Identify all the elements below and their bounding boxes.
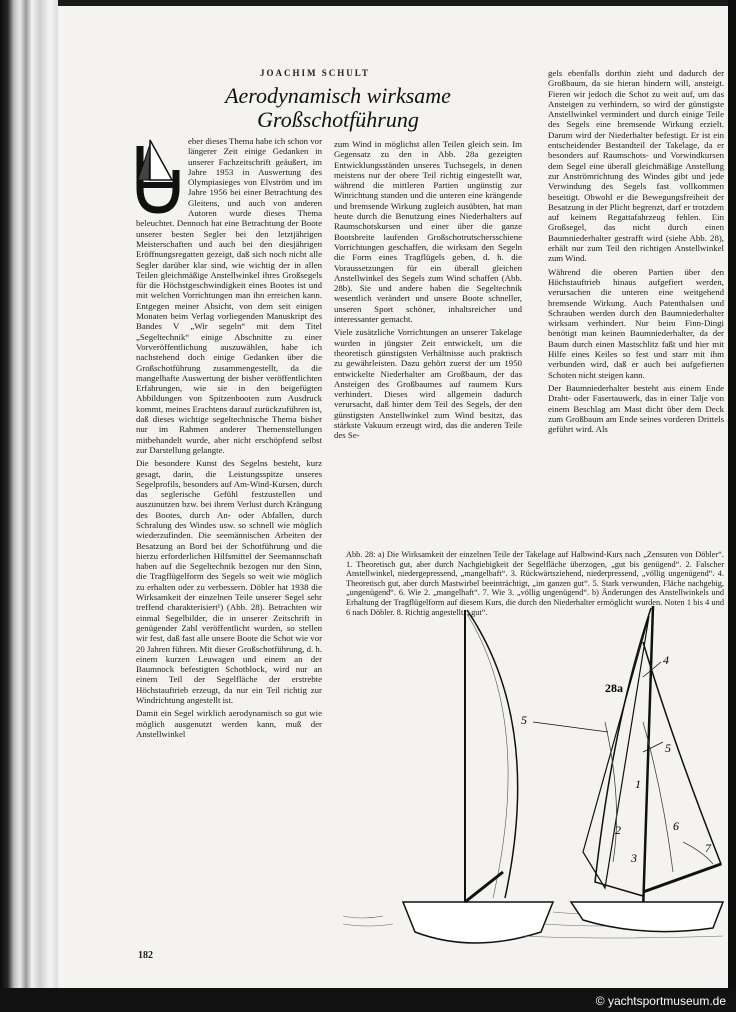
title-line-1: Aerodynamisch wirksame bbox=[225, 83, 451, 108]
paragraph-intro: eber dieses Thema habe ich schon vor längerer Zeit einige Gedanken in unserer Fachzeitschrift geäußert, im Jahre 1953 in Auswertung des Olympiasieges von Elvström und im Jahre 1956 bei einer Betrachtung des Gleitens, und auch von anderen Autoren wurde dieses Thema beleuchtet. Dennoch hat eine Betrachtung der Boote unserer besten Segler bei den letztjährigen Meisterschaften und auch bei den diesjährigen Eröffnungsregatten gezeigt, daß sich noch nicht alle Segler darüber klar sind, wie wichtig der in allen Teilen gleichmäßige Anstellwinkel ihres Großsegels für die Höchstgeschwindigkeit eines Bootes ist und mit welchen Vorrichtungen man ihn erreichen kann. Entgegen meiner Absicht, von dem seit einigen Monaten beim Verlag vorliegenden Manuskript des Bandes V „Wir segeln“ mit dem Titel „Segeltechnik“ einige Abschnitte zu einer Vorveröffentlichung auszuwählen, habe ich nachstehend doch einige Gedanken über die Großschotführung zusammengestellt, da die mangelhafte Auswertung der bisher veröffentlichten Erfahrungen, wie sie in den beigefügten Abbildungen von Spitzenbooten zum Ausdruck kommt, meines Erachtens darauf zurückzuführen ist, daß dieses wichtige segeltechnische Thema bisher nur im Rahmen anderer Themenstellungen mitbehandelt wurde, aber nicht erschöpfend selbst zur Darstellung gelangte. bbox=[136, 136, 322, 455]
paragraph-obere-partien: Während die oberen Partien über den Höchstauftrieb hinaus aufgefiert werden, verursachen die unteren eine weitgehend bremsende Wirkung. Auch Patenthalsen und Schrauben werden durch den Baumniederhalter wirksam verhindert. Nur beim Finn-Dingi benötigt man keinen Baumniederhalter, da der Baum durch einen Mastschlitz faßt und hier mit Hilfe eines Keiles so fest und starr mit ihm verbunden wird, daß er auch bei aufgefierten Schoten nicht steigen kann. bbox=[548, 266, 724, 380]
watermark-text: © yachtsportmuseum.de bbox=[595, 994, 726, 1008]
figure-caption: Abb. 28: a) Die Wirksamkeit der einzelnen Teile der Takelage auf Halbwind-Kurs nach „Zensuren von Döbler“. 1. Theoretisch gut, aber durch Nachgiebigkeit der Segelfläche überzogen, „gut bis genügend“. 2. Falscher Anstellwinkel, niedergepressend, „mangelhaft“. 3. Rückwärtsziehend, niederpressend, „völlig ungenügend“. 4. Theoretisch gut, aber durch Mastwirbel beeinträchtigt, „im ganzen gut“. 5. Stark verwunden, Fläche nachgebig, „ungenügend“. 6. Wie 2. „mangelhaft“. 7. Wie 3. „völlig ungenügend“. b) Änderungen des Anstellwinkels und Erhaltung der Tragflügelform auf diesem Kurs, die durch den Niederhalter ermöglicht wurden. Noten 1 bis 4 und 6 nach Döbler. 8. Richtig angestellt, „gut“. bbox=[346, 550, 724, 617]
sail-illustration bbox=[343, 602, 728, 952]
paragraph-anstellwinkel: Damit ein Segel wirklich aerodynamisch so gut wie möglich ausgenutzt werden kann, muß der Anstellwinkel bbox=[136, 708, 322, 739]
label-2: 2 bbox=[615, 823, 621, 837]
author-name: JOACHIM SCHULT bbox=[260, 68, 370, 78]
label-7: 7 bbox=[705, 841, 711, 855]
paragraph-tragfluegel: zum Wind in möglichst allen Teilen gleich sein. Im Gegensatz zu den in Abb. 28a gezeigten Entwicklungsständen unseres Tuchsegels, in denen meistens nur der obere Teil richtig eingestellt war, während die mittleren Partien ungünstig zur Winrichtung standen und die unteren eine krängende und bremsende Wirkung zugleich ausübten, hat man heute durch die Benutzung eines Niederhalters auf Raumschotskursen und einer über die ganze Bootsbreite laufenden Großschotrutschersschiene Vorrichtungen geschaffen, die wirksam den Segeln die Form eines Tragflügels geben, d. h. die Voraussetzungen für ein überall gleichen Anstellwinkel des Segels zum Wind schaffen (Abb. 28b). Sie und andere haben die Segeltechnik wesentlich verändert und unsere Boote schneller, unseren Sport schöner, inhaltsreicher und interessanter gemacht. bbox=[334, 139, 522, 325]
label-1: 1 bbox=[635, 777, 641, 791]
paragraph-vorrichtungen: Viele zusätzliche Vorrichtungen an unserer Takelage wurden in jüngster Zeit entwickelt, um die theoretisch günstigsten Verhältnisse auch praktisch zu gewährleisten. Dazu gehört zuerst der um 1950 entwickelte Niederhalter am Großbaum, der das Ansteigen des Großbaumes auf raumem Kurs verhindert. Dieses wird allgemein dadurch verursacht, daß hinter dem Teil des Segels, der den günstigsten Anstellwinkel zum Wind besitzt, das stärkste Vakuum erzeugt wird, das die anderen Teile des Se- bbox=[334, 327, 522, 441]
paragraph-segelkunst: Die besondere Kunst des Segelns besteht, kurz gesagt, darin, die Leistungsspitze unseres Segelprofils, besonders auf Am-Wind-Kursen, durch das seglerische Gefühl festzustellen und auszunutzen bzw. bei ihrem Verlust durch Krängung des Bootes, durch An- oder Abfallen, durch Schralung des Windes usw. so schnell wie möglich wiederzufinden. Die seemännischen Arbeiten der Besatzung an Bord bei der Schotführung und die hierzu erforderlichen Hilfsmittel der Seemannschaft haben auf die Segeltechnik bezogen nur den Sinn, die Tragflügelform des Segels so weit wie möglich zu erhalten oder zu verbessern. Döbler hat 1938 die Wirksamkeit der einzelnen Teile unserer Segel sehr treffend charakterisiert¹) (Abb. 28). Betrachten wir einmal Segelbilder, die in unserer Zeitschrift in genügender Zahl veröffentlicht wurden, so stellen wir fest, daß fast alle unsere Boote die Schot wie vor 20 Jahren führen. Mit dieser Großschotführung, d. h. einem kurzen Leuwagen und einem an der Baumnock befestigten Schotblock, wird nur an einem Teil der Segelfläche der erstrebte Höchstauftrieb erzeugt, da nur ein Teil richtig zur Windrichtung angestellt ist. bbox=[136, 458, 322, 706]
label-6: 6 bbox=[673, 819, 679, 833]
magazine-page bbox=[58, 6, 728, 988]
page-number: 182 bbox=[138, 950, 153, 961]
label-5-upper: 5 bbox=[521, 713, 527, 727]
article-title bbox=[208, 84, 468, 132]
boat-side-view bbox=[533, 606, 723, 932]
text-column-1 bbox=[136, 136, 322, 742]
label-3: 3 bbox=[631, 851, 637, 865]
paragraph-baumniederhalter: Der Baumniederhalter besteht aus einem Ende Draht- oder Fasertauwerk, das in einer Talje von einem Beschlag am Mast dicht über dem Deck zum Großbaum am Ende seines vorderen Drittels geführt wird. Als bbox=[548, 382, 724, 435]
label-4: 4 bbox=[663, 653, 669, 667]
text-column-3 bbox=[548, 68, 724, 437]
title-line-2: Großschotführung bbox=[257, 107, 419, 132]
label-5-lower: 5 bbox=[665, 741, 671, 755]
dropcap-sailboat-icon bbox=[132, 136, 184, 216]
paragraph-niederhalter: gels ebenfalls dorthin zieht und dadurch der Großbaum, da sie hieran hindern will, ansteigt. Fieren wir jedoch die Schot zu weit auf, um das Ansteigen zu verhindern, so wird der günstigste Anstellwinkel vermindert und durch einige Teile des Segels eine bremsende Wirkung erzielt. Darum wird der Niederhalter befestigt. Er ist ein entscheidender Bestandteil der Takelage, da er besonders auf Raumschots- und Vorwindkursen dem Segel eine überall gleichmäßige Anstellung zur Anströmrichtung des Windes gibt und jede Verwindung des Segels fast vollkommen beseitigt. Obwohl er die Bewegungsfreiheit der Besatzung in der Plicht begrenzt, darf er trotzdem auf keinem Regattafahrzeug fehlen. Ein Großsegel, das nicht durch einen Baumniederhalter gestrafft wird (siehe Abb. 28), erhält nur zum Teil den richtigen Anstellwinkel zum Wind. bbox=[548, 68, 724, 264]
text-column-2 bbox=[334, 139, 522, 444]
page-right-edge bbox=[728, 0, 736, 1012]
footer-bar bbox=[0, 988, 736, 1012]
figure-label: 28a bbox=[605, 681, 623, 695]
book-spine bbox=[0, 0, 58, 1012]
